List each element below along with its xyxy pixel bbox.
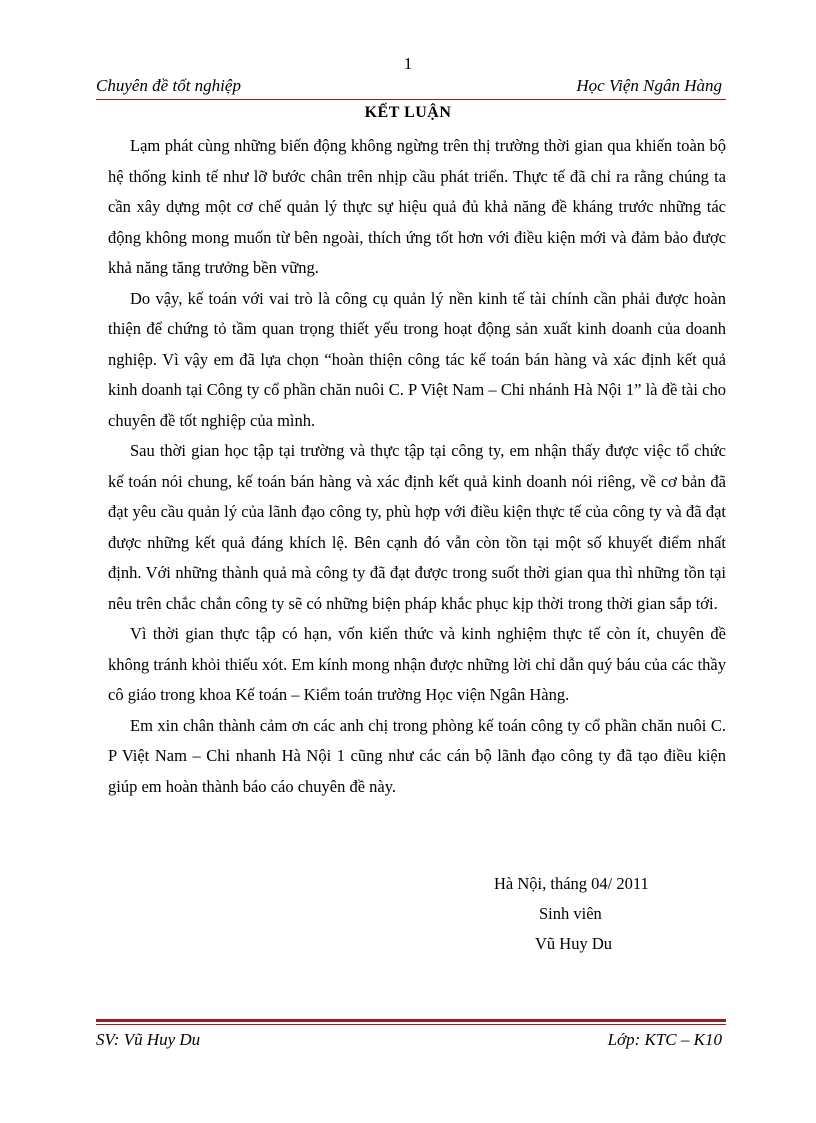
paragraph-1: Lạm phát cùng những biến động không ngừng trên thị trường thời gian qua khiến toàn bộ hệ thống kinh tế như lỡ bước chân trên nhịp cầu phát triển. Thực tế đã chỉ ra rằng chúng ta cần xây dựng một cơ chế quản lý thực sự hiệu quả đủ khả năng đề kháng trước những tác động không mong muốn từ bên ngoài, thích ứng tốt hơn với điều kiện mới và đảm bảo được khả năng tăng trưởng bền vững. — [108, 136, 726, 277]
paragraph-2: Do vậy, kế toán với vai trò là công cụ quản lý nền kinh tế tài chính cần phải được hoàn thiện để chứng tỏ tầm quan trọng thiết yếu trong hoạt động sản xuất kinh doanh của doanh nghiệp. Vì vậy em đã lựa chọn “hoàn thiện công tác kế toán bán hàng và xác định kết quả kinh doanh tại Công ty cổ phần chăn nuôi C. P Việt Nam – Chi nhánh Hà Nội 1” là đề tài cho chuyên đề tốt nghiệp của mình. — [108, 288, 726, 430]
page-number: 1 — [403, 54, 413, 73]
paragraph-5: Em xin chân thành cảm ơn các anh chị trong phòng kế toán công ty cổ phần chăn nuôi C. P Việt Nam – Chi nhanh Hà Nội 1 cũng như các cán bộ lãnh đạo công ty đã tạo điều kiện giúp em hoàn thành báo cáo chuyên đề này. — [108, 715, 726, 796]
signature-date: Hà Nội, tháng 04/ 2011 — [494, 874, 649, 893]
header-institution: Học Viện Ngân Hàng — [576, 76, 722, 95]
signature-name: Vũ Huy Du — [535, 934, 612, 953]
page-header — [96, 76, 722, 100]
paragraph-3: Sau thời gian học tập tại trường và thực tập tại công ty, em nhận thấy được việc tổ chức kế toán nói chung, kế toán bán hàng và xác định kết quả kinh doanh nói riêng, về cơ bản đã đạt yêu cầu quản lý của lãnh đạo công ty, phù hợp với điều kiện thực tế của công ty và đã đạt được những kết quả đáng khích lệ. Bên cạnh đó vẫn còn tồn tại một số khuyết điểm nhất định. Với những thành quả mà công ty đã đạt được trong suốt thời gian qua thì những tồn tại nêu trên chắc chắn công ty sẽ có những biện pháp khắc phục kịp thời trong thời gian sắp tới. — [108, 441, 726, 613]
footer-class: Lớp: KTC – K10 — [607, 1030, 722, 1049]
section-title: KẾT LUẬN — [364, 104, 452, 121]
header-document-type: Chuyên đề tốt nghiệp — [96, 76, 241, 95]
page-footer — [96, 1030, 722, 1054]
header-rule — [96, 99, 726, 100]
footer-rule-thin — [96, 1024, 726, 1025]
paragraph-4: Vì thời gian thực tập có hạn, vốn kiến thức và kinh nghiệm thực tế còn ít, chuyên đề không tránh khỏi thiếu xót. Em kính mong nhận được những lời chỉ dẫn quý báu của các thầy cô giáo trong khoa Kế toán – Kiểm toán trường Học viện Ngân Hàng. — [108, 624, 726, 704]
footer-student: SV: Vũ Huy Du — [96, 1030, 201, 1049]
signature-role: Sinh viên — [539, 904, 602, 923]
footer-rule-thick — [96, 1019, 726, 1022]
body-text — [108, 131, 726, 802]
